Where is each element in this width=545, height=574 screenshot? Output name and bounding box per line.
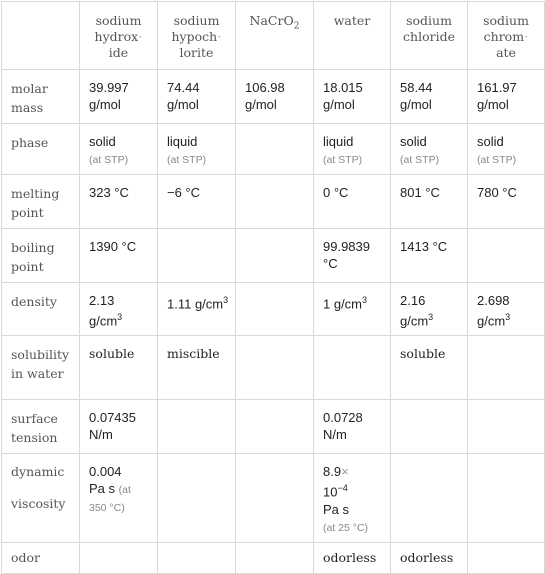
- row-odor: [2, 542, 545, 573]
- cell-value: 2.698 $g/cm^3$: [468, 283, 545, 336]
- col-header-water: water: [314, 2, 391, 70]
- row-boiling-point: [2, 229, 545, 283]
- row-label-surface-tension: surface tension: [2, 400, 80, 454]
- cell-value: solid (at STP): [468, 124, 545, 175]
- cell-value: 161.97 g/mol: [468, 70, 545, 124]
- row-label-dynamic-viscosity: dynamic viscosity: [2, 454, 80, 542]
- cell-value: 323 °C: [80, 175, 158, 229]
- cell-note: (at STP): [89, 154, 129, 166]
- row-label-molar-mass: molar mass: [2, 70, 80, 124]
- cell-value: soluble: [391, 336, 468, 400]
- col-header-sodium-chromate: sodium chrom⋅ ate: [468, 2, 545, 70]
- row-label-solubility: solubility in water: [2, 336, 80, 400]
- cell-empty: [468, 229, 545, 283]
- cell-value: 1413 °C: [391, 229, 468, 283]
- cell-empty: [468, 336, 545, 400]
- cell-value: −6 °C: [158, 175, 236, 229]
- cell-empty: [158, 542, 236, 573]
- row-label-boiling-point: boiling point: [2, 229, 80, 283]
- cell-value: odorless: [391, 542, 468, 573]
- cell-empty: [236, 400, 314, 454]
- cell-note: (at STP): [477, 154, 517, 166]
- cell-empty: [236, 283, 314, 336]
- cell-empty: [468, 542, 545, 573]
- cell-empty: [391, 400, 468, 454]
- cell-value: solid (at STP): [80, 124, 158, 175]
- cell-value: odorless: [314, 542, 391, 573]
- cell-empty: [236, 336, 314, 400]
- cell-empty: [236, 229, 314, 283]
- cell-note: (at STP): [400, 154, 440, 166]
- row-molar-mass: [2, 70, 545, 124]
- row-phase: [2, 124, 545, 175]
- cell-value: miscible: [158, 336, 236, 400]
- cell-empty: [236, 542, 314, 573]
- col-header-sodium-chloride: sodium chloride: [391, 2, 468, 70]
- cell-value: 0.07435 N/m: [80, 400, 158, 454]
- cell-empty: [158, 229, 236, 283]
- cell-value: 39.997 g/mol: [80, 70, 158, 124]
- cell-empty: [236, 454, 314, 542]
- row-label-density: density: [2, 283, 80, 336]
- cell-value: 780 °C: [468, 175, 545, 229]
- corner-cell: [2, 2, 80, 70]
- cell-note: (at 25 °C): [323, 521, 369, 534]
- col-header-sodium-hypochlorite: sodium hypoch⋅ lorite: [158, 2, 236, 70]
- cell-empty: [236, 175, 314, 229]
- row-label-odor: odor: [2, 542, 80, 573]
- cell-value: 0.004 Pa s (at 350 °C): [80, 454, 158, 542]
- cell-empty: [468, 454, 545, 542]
- cell-value: 58.44 g/mol: [391, 70, 468, 124]
- cell-value: soluble: [80, 336, 158, 400]
- cell-empty: [158, 400, 236, 454]
- cell-empty: [80, 542, 158, 573]
- cell-empty: [391, 454, 468, 542]
- row-dynamic-viscosity: [2, 454, 545, 542]
- cell-empty: [158, 454, 236, 542]
- cell-value: solid (at STP): [391, 124, 468, 175]
- cell-value: 99.9839 °C: [314, 229, 391, 283]
- cell-value: 8.9× $10^{-4}$ Pa s (at 25 °C): [314, 454, 391, 542]
- cell-value: 1390 °C: [80, 229, 158, 283]
- cell-value: 18.015 g/mol: [314, 70, 391, 124]
- col-header-sodium-hydroxide: sodium hydrox⋅ ide: [80, 2, 158, 70]
- cell-value: liquid (at STP): [314, 124, 391, 175]
- row-surface-tension: [2, 400, 545, 454]
- row-density: [2, 283, 545, 336]
- row-solubility: [2, 336, 545, 400]
- cell-value: 0 °C: [314, 175, 391, 229]
- cell-note: (at 350 °C): [89, 484, 131, 515]
- cell-value: 2.13 $g/cm^3$: [80, 283, 158, 336]
- col-header-nacro2: NaCrO$_2$: [236, 2, 314, 70]
- cell-value: 1 $g/cm^3$: [314, 283, 391, 336]
- cell-value: 2.16 $g/cm^3$: [391, 283, 468, 336]
- row-melting-point: [2, 175, 545, 229]
- properties-table: [1, 1, 545, 574]
- cell-value: 106.98 g/mol: [236, 70, 314, 124]
- cell-empty: [314, 336, 391, 400]
- cell-empty: [236, 124, 314, 175]
- cell-value: 1.11 $g/cm^3$: [158, 283, 236, 336]
- cell-note: (at STP): [323, 154, 363, 166]
- cell-value: 74.44 g/mol: [158, 70, 236, 124]
- cell-value: 0.0728 N/m: [314, 400, 391, 454]
- row-label-phase: phase: [2, 124, 80, 175]
- cell-value: liquid (at STP): [158, 124, 236, 175]
- cell-note: (at STP): [167, 154, 207, 166]
- header-row: [2, 2, 545, 70]
- row-label-melting-point: melting point: [2, 175, 80, 229]
- cell-value: 801 °C: [391, 175, 468, 229]
- cell-empty: [468, 400, 545, 454]
